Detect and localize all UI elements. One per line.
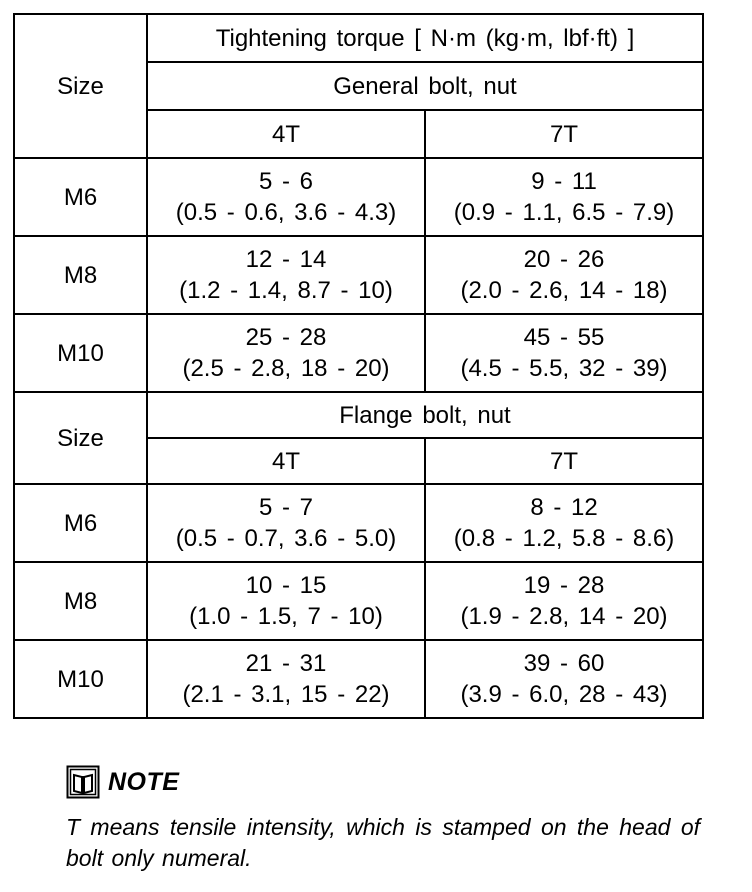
size-header-flange: Size [14, 392, 147, 484]
torque-4t-cell [147, 640, 425, 718]
note-text: T means tensile intensity, which is stamped on the head of bolt only numeral. [66, 814, 700, 871]
torque-value-alt-units: (2.5 - 2.8, 18 - 20) [182, 355, 390, 382]
torque-value-alt-units: (0.9 - 1.1, 6.5 - 7.9) [453, 199, 675, 226]
torque-value-nm: 8 - 12 [530, 494, 598, 521]
torque-4t-cell [147, 158, 425, 236]
table-row [14, 640, 703, 718]
grade-7t-header: 7T [425, 438, 703, 484]
torque-7t-cell [425, 562, 703, 640]
size-cell: M10 [14, 640, 147, 718]
section-title-row [14, 392, 703, 438]
table-row [14, 236, 703, 314]
torque-value-nm: 45 - 55 [523, 324, 605, 351]
torque-4t-cell [147, 236, 425, 314]
torque-value-nm: 19 - 28 [523, 572, 605, 599]
size-header-general: Size [14, 14, 147, 158]
torque-value-alt-units: (2.1 - 3.1, 15 - 22) [182, 681, 390, 708]
torque-7t-cell [425, 236, 703, 314]
table-row [14, 484, 703, 562]
size-cell: M8 [14, 236, 147, 314]
tightening-torque-header: Tightening torque [ N·m (kg·m, lbf·ft) ] [147, 14, 703, 62]
torque-value-nm: 9 - 11 [531, 168, 597, 195]
torque-value-nm: 25 - 28 [245, 324, 327, 351]
torque-value-nm: 5 - 6 [258, 168, 314, 195]
torque-value-nm: 39 - 60 [523, 650, 605, 677]
torque-value-alt-units: (2.0 - 2.6, 14 - 18) [460, 277, 668, 304]
torque-value-alt-units: (0.5 - 0.7, 3.6 - 5.0) [175, 525, 397, 552]
torque-4t-cell [147, 562, 425, 640]
torque-value-alt-units: (3.9 - 6.0, 28 - 43) [460, 681, 668, 708]
torque-value-alt-units: (0.5 - 0.6, 3.6 - 4.3) [175, 199, 397, 226]
torque-value-nm: 20 - 26 [523, 246, 605, 273]
size-cell: M8 [14, 562, 147, 640]
size-cell: M6 [14, 158, 147, 236]
book-icon [66, 765, 100, 799]
table-header-row [14, 14, 703, 62]
torque-value-alt-units: (1.9 - 2.8, 14 - 20) [460, 603, 668, 630]
torque-value-alt-units: (0.8 - 1.2, 5.8 - 8.6) [453, 525, 675, 552]
torque-table [13, 13, 704, 719]
grade-4t-header: 4T [147, 110, 425, 158]
torque-value-nm: 10 - 15 [245, 572, 327, 599]
torque-value-nm: 5 - 7 [258, 494, 314, 521]
flange-bolt-nut-header: Flange bolt, nut [147, 392, 703, 438]
torque-7t-cell [425, 158, 703, 236]
table-row [14, 158, 703, 236]
table-row [14, 562, 703, 640]
note-block [66, 762, 706, 874]
size-cell: M6 [14, 484, 147, 562]
table-row [14, 314, 703, 392]
grade-7t-header: 7T [425, 110, 703, 158]
grade-4t-header: 4T [147, 438, 425, 484]
torque-value-nm: 12 - 14 [245, 246, 327, 273]
note-label: NOTE [108, 767, 180, 796]
general-bolt-nut-header: General bolt, nut [147, 62, 703, 110]
torque-7t-cell [425, 484, 703, 562]
size-cell: M10 [14, 314, 147, 392]
torque-7t-cell [425, 314, 703, 392]
torque-value-alt-units: (1.2 - 1.4, 8.7 - 10) [179, 277, 393, 304]
torque-value-nm: 21 - 31 [245, 650, 327, 677]
torque-value-alt-units: (1.0 - 1.5, 7 - 10) [189, 603, 383, 630]
note-heading [66, 762, 706, 802]
torque-7t-cell [425, 640, 703, 718]
torque-value-alt-units: (4.5 - 5.5, 32 - 39) [460, 355, 668, 382]
torque-4t-cell [147, 314, 425, 392]
torque-4t-cell [147, 484, 425, 562]
